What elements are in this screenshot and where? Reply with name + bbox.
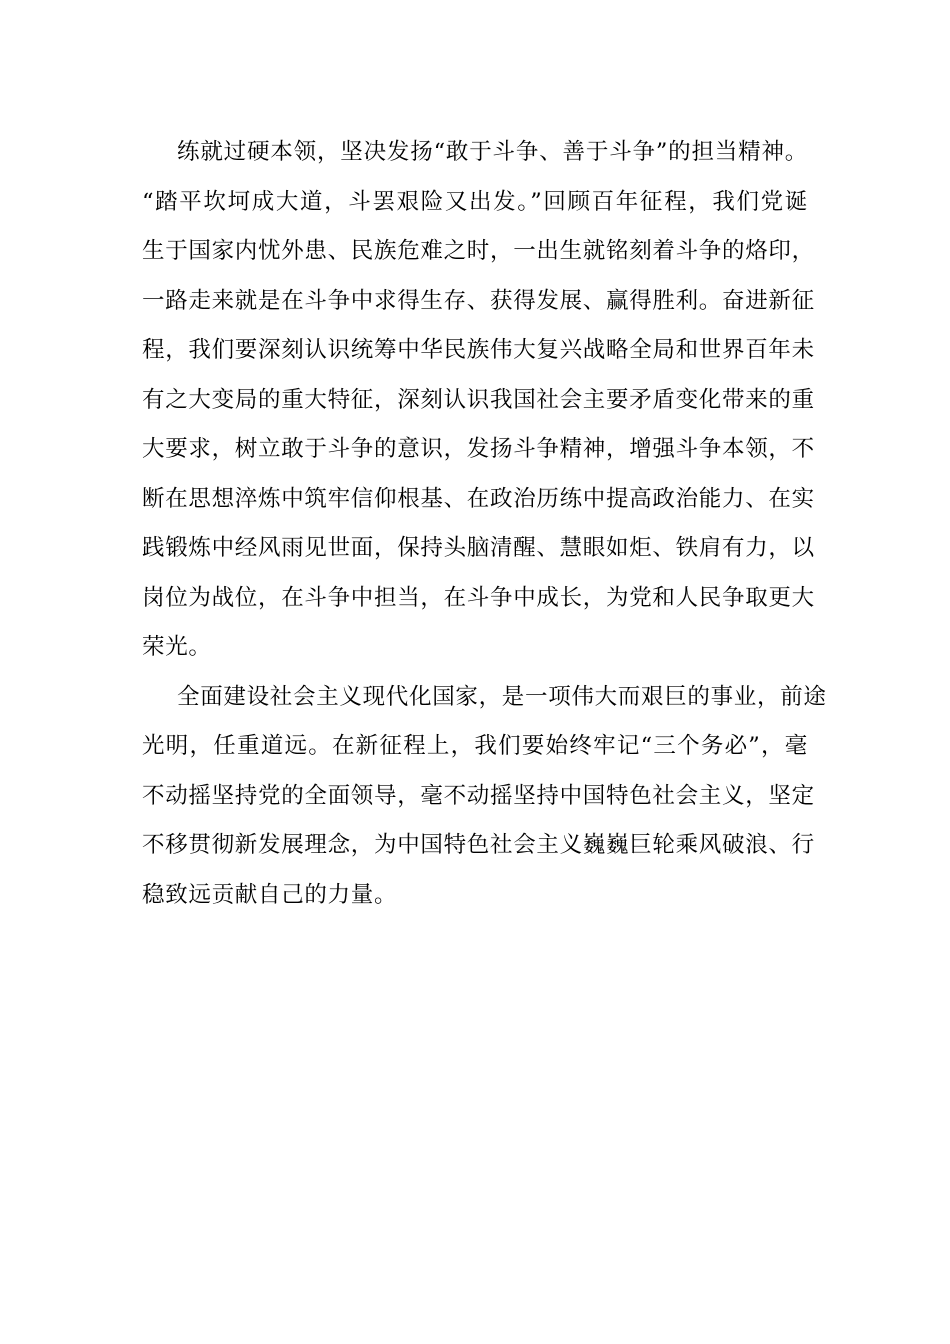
paragraph-line: 一路走来就是在斗争中求得生存、获得发展、赢得胜利。奋进新征: [142, 287, 815, 314]
paragraph-line: 荣光。: [142, 634, 212, 660]
paragraph-line: 有之大变局的重大特征，深刻认识我国社会主要矛盾变化带来的重: [142, 386, 815, 413]
paragraph-modernization: [142, 673, 827, 921]
paragraph-line: 岗位为战位，在斗争中担当，在斗争中成长，为党和人民争取更大: [142, 584, 815, 611]
paragraph-line: 光明，任重道远。在新征程上，我们要始终牢记“三个务必”，毫: [142, 733, 808, 759]
paragraph-line: 断在思想淬炼中筑牢信仰根基、在政治历练中提高政治能力、在实: [142, 485, 815, 512]
paragraph-line: 大要求，树立敢于斗争的意识，发扬斗争精神，增强斗争本领，不: [142, 436, 815, 462]
paragraph-struggle-spirit: [142, 128, 815, 673]
paragraph-line: 练就过硬本领，坚决发扬“敢于斗争、善于斗争”的担当精神。: [177, 139, 808, 165]
paragraph-line: 程，我们要深刻认识统筹中华民族伟大复兴战略全局和世界百年未: [142, 337, 815, 363]
paragraph-line: 全面建设社会主义现代化国家，是一项伟大而艰巨的事业，前途: [177, 683, 827, 710]
paragraph-line: 稳致远贡献自己的力量。: [142, 881, 398, 908]
paragraph-line: 不动摇坚持党的全面领导，毫不动摇坚持中国特色社会主义，坚定: [142, 782, 815, 809]
paragraph-line: 不移贯彻新发展理念，为中国特色社会主义巍巍巨轮乘风破浪、行: [142, 832, 815, 858]
paragraph-line: 生于国家内忧外患、民族危难之时，一出生就铭刻着斗争的烙印，: [142, 238, 815, 264]
paragraph-line: “踏平坎坷成大道，斗罢艰险又出发。”回顾百年征程，我们党诞: [142, 188, 808, 215]
document-body: [142, 128, 827, 920]
paragraph-line: 践锻炼中经风雨见世面，保持头脑清醒、慧眼如炬、铁肩有力，以: [142, 535, 815, 561]
